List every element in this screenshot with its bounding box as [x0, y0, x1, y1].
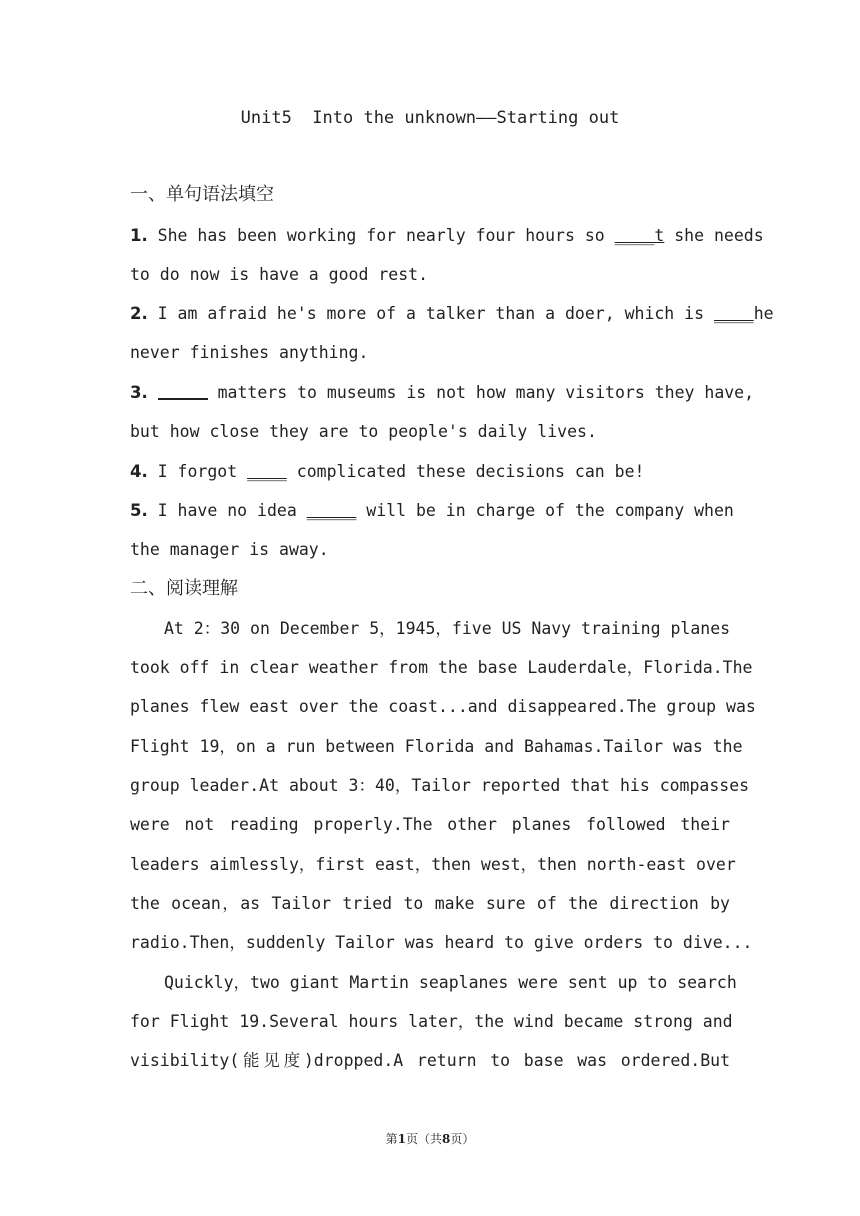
section-heading-reading: 二、阅读理解	[130, 578, 238, 599]
passage-line: At 2：30 on December 5，1945，five US Navy training planes	[164, 619, 731, 638]
page-number: 1	[397, 1132, 406, 1146]
question-text: complicated these decisions can be!	[286, 462, 645, 481]
passage-line: planes flew east over the coast...and disappeared.The group was	[130, 697, 756, 716]
question-text: she needs	[664, 226, 764, 245]
page-title: Unit5 Into the unknown——Starting out	[240, 108, 620, 128]
question-text: he	[753, 304, 774, 323]
question-5-line-2: the manager is away.	[130, 540, 329, 559]
question-number: 1.	[130, 226, 148, 245]
question-text: will be in charge of the company when	[356, 501, 734, 520]
question-number: 4.	[130, 462, 148, 481]
question-text: I am afraid he's more of a talker than a doer, which is	[147, 304, 714, 323]
passage-line: were not reading properly.The other planes followed their	[130, 815, 730, 834]
passage-line: for Flight 19.Several hours later，the wind became strong and	[130, 1012, 733, 1031]
footer-text: 页）	[450, 1132, 475, 1146]
passage-line: visibility(能见度)dropped.A return to base was ordered.But	[130, 1051, 730, 1070]
question-1-line-2: to do now is have a good rest.	[130, 265, 429, 284]
question-text: matters to museums is not how many visitors they have,	[207, 383, 755, 402]
question-number: 2.	[130, 304, 148, 323]
passage-line: group leader.At about 3：40，Tailor reported that his compasses	[130, 776, 750, 795]
question-2-line-1	[130, 301, 774, 327]
passage-line: leaders aimlessly，first east，then west，then north-east over	[130, 855, 736, 874]
passage-line: Quickly，two giant Martin seaplanes were sent up to search	[164, 973, 737, 992]
page-total: 8	[442, 1132, 451, 1146]
footer-text: 第	[385, 1132, 398, 1146]
question-2-line-2: never finishes anything.	[130, 343, 369, 362]
question-3-line-2: but how close they are to people's daily lives.	[130, 422, 597, 441]
answer-blank: ____t	[614, 226, 665, 245]
passage-line: took off in clear weather from the base Lauderdale，Florida.The	[130, 658, 753, 677]
answer-blank	[158, 380, 208, 400]
answer-blank: _____	[306, 501, 357, 520]
footer-text: 页（共	[405, 1132, 442, 1146]
passage-line: the ocean，as Tailor tried to make sure of the direction by	[130, 894, 730, 913]
question-5-line-1	[130, 498, 734, 524]
answer-blank: ____	[713, 304, 754, 323]
question-text: I have no idea	[147, 501, 307, 520]
passage-line: radio.Then，suddenly Tailor was heard to give orders to dive...	[130, 933, 753, 952]
section-heading-grammar: 一、单句语法填空	[130, 184, 274, 205]
passage-line: Flight 19，on a run between Florida and Bahamas.Tailor was the	[130, 737, 743, 756]
question-3-line-1	[130, 380, 755, 406]
answer-blank: ____	[247, 462, 287, 481]
question-text: She has been working for nearly four hours so	[147, 226, 615, 245]
question-1-line-1	[130, 223, 764, 249]
question-number: 5.	[130, 501, 148, 520]
question-text: I forgot	[147, 462, 248, 481]
question-4-line-1	[130, 459, 730, 485]
page-footer	[0, 1130, 860, 1148]
question-number: 3.	[130, 383, 148, 402]
